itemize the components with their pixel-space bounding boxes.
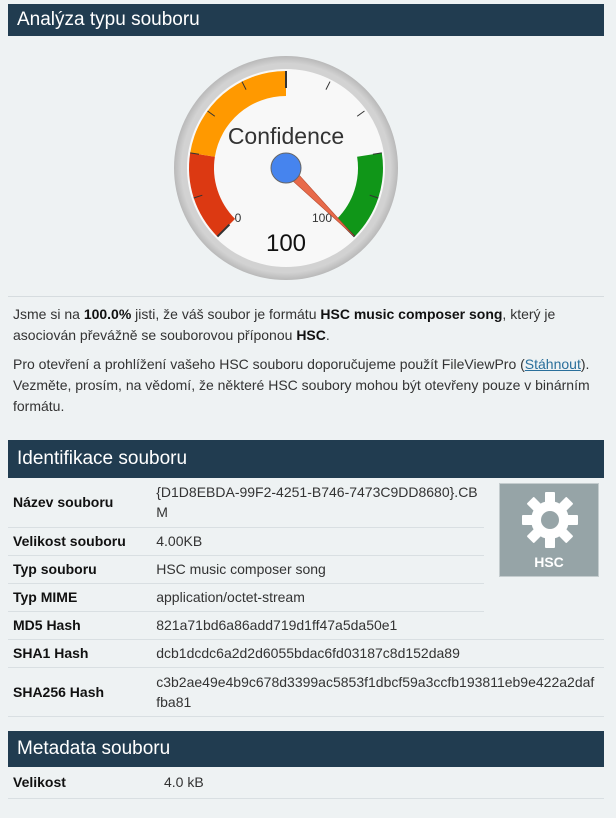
row-key: SHA1 Hash: [8, 639, 151, 667]
table-row: [8, 767, 604, 798]
table-row: [8, 639, 604, 667]
analysis-summary: Jsme si na 100.0% jisti, že váš soubor je formátu HSC music composer song, který je asociován převážně se souborovou příponou HSC.: [13, 306, 556, 343]
row-value: HSC music composer song: [151, 555, 484, 583]
recommendation-text: Pro otevření a prohlížení vašeho HSC souboru doporučujeme použít FileViewPro (Stáhnout). Vezměte, prosím, na vědomí, že některé HSC soubory mohou být otevřeny pouze v binárním formátu.: [13, 356, 590, 414]
confidence-gauge: [174, 56, 398, 280]
row-key: MD5 Hash: [8, 611, 151, 639]
gauge-max-label: 100: [311, 211, 333, 225]
row-value: dcb1dcdc6a2d2d6055bdac6fd03187c8d152da89: [151, 639, 604, 667]
metadata-table: [8, 767, 604, 799]
metadata-section-title: Metadata souboru: [8, 731, 604, 767]
row-value: application/octet-stream: [151, 583, 484, 611]
download-link[interactable]: Stáhnout: [524, 356, 581, 372]
row-key: SHA256 Hash: [8, 667, 151, 716]
row-value: 4.0 kB: [159, 767, 604, 798]
analysis-section-title: Analýza typu souboru: [8, 4, 604, 36]
row-key: Typ MIME: [8, 583, 151, 611]
gauge-hub: [271, 153, 301, 183]
gauge-label: Confidence: [227, 123, 345, 149]
row-value: {D1D8EBDA-99F2-4251-B746-7473C9DD8680}.CBM: [151, 478, 484, 527]
row-value: 821a71bd6a86add719d1ff47a5da50e1: [151, 611, 604, 639]
table-row: [8, 667, 604, 716]
gauge-value: 100: [265, 230, 307, 257]
row-value: c3b2ae49e4b9c678d3399ac5853f1dbcf59a3ccfb193811eb9e422a2daffba81: [151, 667, 604, 716]
gear-icon: [520, 490, 580, 550]
row-key: Velikost souboru: [8, 527, 151, 555]
table-row: [8, 611, 604, 639]
gauge-min-label: 0: [234, 211, 242, 225]
row-key: Typ souboru: [8, 555, 151, 583]
row-value: 4.00KB: [151, 527, 484, 555]
file-extension-label: HSC: [534, 554, 564, 570]
section-divider: [8, 296, 604, 297]
row-key: Velikost: [8, 767, 159, 798]
file-type-icon: [499, 483, 599, 577]
identification-section-title: Identifikace souboru: [8, 440, 604, 478]
row-key: Název souboru: [8, 478, 151, 527]
